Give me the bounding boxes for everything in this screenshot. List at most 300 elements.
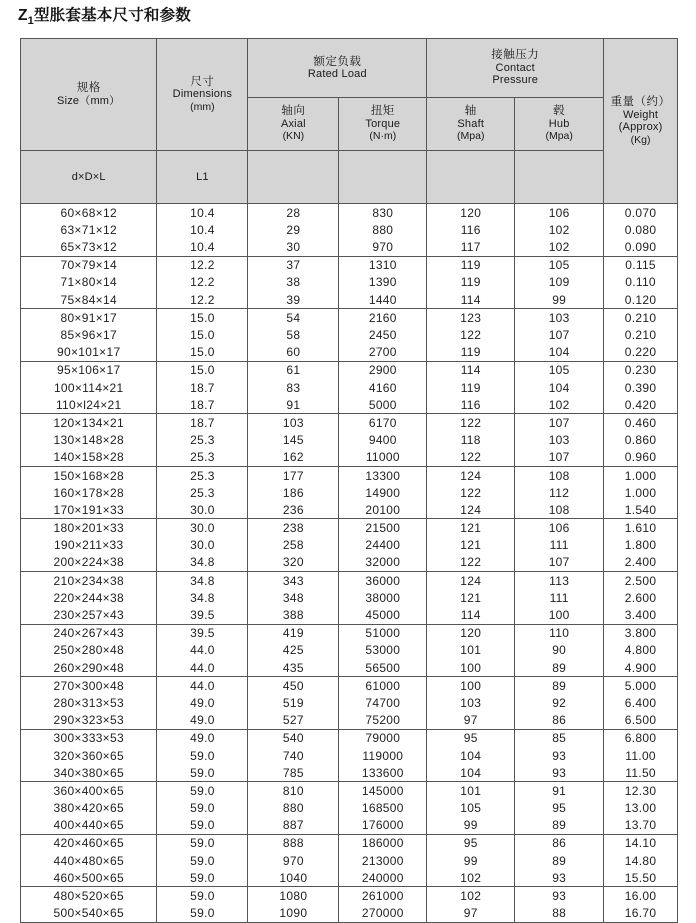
cell-l1: 10.4 — [157, 221, 248, 238]
cell-torque: 9400 — [339, 432, 427, 449]
cell-torque: 240000 — [339, 869, 427, 887]
cell-weight: 6.400 — [604, 694, 678, 711]
header-row-group — [21, 39, 678, 98]
cell-l1: 18.7 — [157, 379, 248, 396]
cell-axial: 887 — [248, 817, 339, 835]
cell-l1: 59.0 — [157, 799, 248, 816]
cell-l1: 34.8 — [157, 572, 248, 590]
cell-l1: 59.0 — [157, 869, 248, 887]
table-row — [21, 712, 678, 730]
cell-hub: 106 — [515, 204, 604, 222]
header-axial: 轴向 Axial (KN) — [248, 98, 339, 151]
cell-weight: 11.50 — [604, 764, 678, 782]
cell-hub: 93 — [515, 869, 604, 887]
cell-axial: 1080 — [248, 887, 339, 905]
cell-shaft: 95 — [427, 729, 515, 747]
cell-axial: 38 — [248, 274, 339, 291]
table-row — [21, 642, 678, 659]
header-contact-pressure: 接触压力 Contact Pressure — [427, 39, 604, 98]
cell-size: 400×440×65 — [21, 817, 157, 835]
cell-hub: 93 — [515, 887, 604, 905]
cell-weight: 12.30 — [604, 782, 678, 800]
cell-shaft: 114 — [427, 606, 515, 624]
table-row — [21, 624, 678, 642]
cell-torque: 2700 — [339, 344, 427, 362]
cell-axial: 54 — [248, 309, 339, 327]
cell-size: 70×79×14 — [21, 256, 157, 274]
cell-shaft: 101 — [427, 642, 515, 659]
cell-l1: 34.8 — [157, 589, 248, 606]
cell-torque: 75200 — [339, 712, 427, 730]
cell-torque: 6170 — [339, 414, 427, 432]
cell-axial: 425 — [248, 642, 339, 659]
cell-l1: 44.0 — [157, 659, 248, 677]
cell-l1: 18.7 — [157, 396, 248, 414]
page-title — [18, 6, 696, 31]
cell-torque: 970 — [339, 238, 427, 256]
table-row — [21, 274, 678, 291]
cell-l1: 12.2 — [157, 274, 248, 291]
specification-table — [20, 38, 678, 923]
cell-weight: 1.800 — [604, 537, 678, 554]
header-shaft: 轴 Shaft (Mpa) — [427, 98, 515, 151]
cell-torque: 168500 — [339, 799, 427, 816]
cell-axial: 162 — [248, 449, 339, 467]
cell-l1: 44.0 — [157, 642, 248, 659]
cell-size: 270×300×48 — [21, 677, 157, 695]
cell-size: 320×360×65 — [21, 747, 157, 764]
cell-l1: 49.0 — [157, 694, 248, 711]
cell-torque: 45000 — [339, 606, 427, 624]
cell-axial: 1090 — [248, 905, 339, 923]
cell-size: 210×234×38 — [21, 572, 157, 590]
cell-weight: 1.000 — [604, 466, 678, 484]
cell-shaft: 100 — [427, 659, 515, 677]
table-row — [21, 764, 678, 782]
cell-weight: 14.80 — [604, 852, 678, 869]
cell-size: 290×323×53 — [21, 712, 157, 730]
cell-axial: 238 — [248, 519, 339, 537]
table-row — [21, 905, 678, 923]
cell-hub: 107 — [515, 554, 604, 572]
cell-torque: 24400 — [339, 537, 427, 554]
table-row — [21, 379, 678, 396]
cell-weight: 1.610 — [604, 519, 678, 537]
table-row — [21, 204, 678, 222]
header-size: 规格 Size（mm） — [21, 39, 157, 151]
cell-hub: 103 — [515, 432, 604, 449]
table-row — [21, 694, 678, 711]
cell-hub: 111 — [515, 589, 604, 606]
cell-size: 280×313×53 — [21, 694, 157, 711]
table-row — [21, 484, 678, 501]
cell-l1: 44.0 — [157, 677, 248, 695]
cell-hub: 104 — [515, 344, 604, 362]
cell-size: 71×80×14 — [21, 274, 157, 291]
table-row — [21, 238, 678, 256]
header-axial-spacer — [248, 151, 339, 204]
cell-shaft: 114 — [427, 361, 515, 379]
cell-l1: 49.0 — [157, 729, 248, 747]
cell-torque: 4160 — [339, 379, 427, 396]
cell-weight: 0.080 — [604, 221, 678, 238]
table-row — [21, 799, 678, 816]
table-row — [21, 852, 678, 869]
cell-hub: 110 — [515, 624, 604, 642]
cell-torque: 270000 — [339, 905, 427, 923]
cell-hub: 89 — [515, 659, 604, 677]
cell-hub: 93 — [515, 764, 604, 782]
table-row — [21, 537, 678, 554]
cell-torque: 38000 — [339, 589, 427, 606]
cell-hub: 104 — [515, 379, 604, 396]
cell-weight: 6.500 — [604, 712, 678, 730]
cell-l1: 12.2 — [157, 291, 248, 309]
cell-shaft: 121 — [427, 519, 515, 537]
cell-weight: 1.540 — [604, 501, 678, 519]
cell-shaft: 123 — [427, 309, 515, 327]
cell-size: 85×96×17 — [21, 326, 157, 343]
cell-axial: 343 — [248, 572, 339, 590]
cell-shaft: 124 — [427, 572, 515, 590]
cell-torque: 20100 — [339, 501, 427, 519]
cell-size: 460×500×65 — [21, 869, 157, 887]
cell-torque: 56500 — [339, 659, 427, 677]
cell-size: 380×420×65 — [21, 799, 157, 816]
cell-axial: 28 — [248, 204, 339, 222]
cell-weight: 16.00 — [604, 887, 678, 905]
table-row — [21, 291, 678, 309]
cell-hub: 88 — [515, 905, 604, 923]
cell-size: 190×211×33 — [21, 537, 157, 554]
cell-hub: 86 — [515, 712, 604, 730]
cell-hub: 111 — [515, 537, 604, 554]
cell-weight: 0.960 — [604, 449, 678, 467]
cell-hub: 112 — [515, 484, 604, 501]
table-row — [21, 747, 678, 764]
cell-axial: 1040 — [248, 869, 339, 887]
cell-shaft: 102 — [427, 887, 515, 905]
cell-hub: 95 — [515, 799, 604, 816]
cell-weight: 0.220 — [604, 344, 678, 362]
cell-shaft: 122 — [427, 449, 515, 467]
cell-size: 200×224×38 — [21, 554, 157, 572]
cell-shaft: 105 — [427, 799, 515, 816]
cell-size: 75×84×14 — [21, 291, 157, 309]
cell-l1: 18.7 — [157, 414, 248, 432]
cell-hub: 89 — [515, 817, 604, 835]
cell-axial: 320 — [248, 554, 339, 572]
table-row — [21, 606, 678, 624]
cell-axial: 61 — [248, 361, 339, 379]
cell-weight: 16.70 — [604, 905, 678, 923]
cell-hub: 102 — [515, 221, 604, 238]
cell-l1: 25.3 — [157, 432, 248, 449]
table-row — [21, 817, 678, 835]
table-row — [21, 414, 678, 432]
table-row — [21, 326, 678, 343]
cell-hub: 91 — [515, 782, 604, 800]
table-row — [21, 221, 678, 238]
cell-l1: 25.3 — [157, 484, 248, 501]
cell-weight: 11.00 — [604, 747, 678, 764]
cell-size: 110×l24×21 — [21, 396, 157, 414]
page-title-subscript: 1 — [27, 15, 34, 28]
cell-axial: 103 — [248, 414, 339, 432]
cell-hub: 92 — [515, 694, 604, 711]
cell-shaft: 100 — [427, 677, 515, 695]
cell-axial: 348 — [248, 589, 339, 606]
cell-axial: 785 — [248, 764, 339, 782]
cell-l1: 15.0 — [157, 344, 248, 362]
cell-weight: 2.400 — [604, 554, 678, 572]
cell-hub: 102 — [515, 396, 604, 414]
cell-torque: 119000 — [339, 747, 427, 764]
table-row — [21, 344, 678, 362]
cell-l1: 59.0 — [157, 852, 248, 869]
cell-weight: 2.600 — [604, 589, 678, 606]
cell-hub: 89 — [515, 677, 604, 695]
cell-shaft: 120 — [427, 624, 515, 642]
table-row — [21, 554, 678, 572]
cell-shaft: 101 — [427, 782, 515, 800]
cell-l1: 30.0 — [157, 537, 248, 554]
cell-l1: 59.0 — [157, 905, 248, 923]
table-row — [21, 519, 678, 537]
cell-torque: 133600 — [339, 764, 427, 782]
cell-axial: 39 — [248, 291, 339, 309]
cell-shaft: 103 — [427, 694, 515, 711]
cell-hub: 85 — [515, 729, 604, 747]
cell-hub: 100 — [515, 606, 604, 624]
table-row — [21, 729, 678, 747]
cell-size: 360×400×65 — [21, 782, 157, 800]
cell-shaft: 116 — [427, 221, 515, 238]
cell-weight: 14.10 — [604, 834, 678, 852]
cell-hub: 106 — [515, 519, 604, 537]
cell-torque: 261000 — [339, 887, 427, 905]
cell-torque: 880 — [339, 221, 427, 238]
cell-hub: 107 — [515, 414, 604, 432]
cell-torque: 176000 — [339, 817, 427, 835]
cell-torque: 5000 — [339, 396, 427, 414]
cell-size: 60×68×12 — [21, 204, 157, 222]
cell-weight: 0.210 — [604, 326, 678, 343]
cell-size: 80×91×17 — [21, 309, 157, 327]
cell-size: 440×480×65 — [21, 852, 157, 869]
cell-shaft: 97 — [427, 712, 515, 730]
cell-axial: 540 — [248, 729, 339, 747]
header-torque-spacer — [339, 151, 427, 204]
cell-l1: 10.4 — [157, 238, 248, 256]
cell-hub: 93 — [515, 747, 604, 764]
cell-axial: 810 — [248, 782, 339, 800]
cell-size: 120×134×21 — [21, 414, 157, 432]
cell-shaft: 122 — [427, 484, 515, 501]
cell-weight: 1.000 — [604, 484, 678, 501]
cell-weight: 3.400 — [604, 606, 678, 624]
table-row — [21, 501, 678, 519]
cell-torque: 2160 — [339, 309, 427, 327]
cell-weight: 0.090 — [604, 238, 678, 256]
table-row — [21, 782, 678, 800]
cell-l1: 59.0 — [157, 764, 248, 782]
cell-shaft: 121 — [427, 589, 515, 606]
cell-size: 260×290×48 — [21, 659, 157, 677]
cell-l1: 30.0 — [157, 519, 248, 537]
table-row — [21, 309, 678, 327]
cell-axial: 435 — [248, 659, 339, 677]
cell-shaft: 124 — [427, 501, 515, 519]
table-body — [21, 204, 678, 923]
cell-torque: 13300 — [339, 466, 427, 484]
cell-torque: 1390 — [339, 274, 427, 291]
cell-axial: 236 — [248, 501, 339, 519]
cell-torque: 32000 — [339, 554, 427, 572]
table-row — [21, 396, 678, 414]
cell-torque: 11000 — [339, 449, 427, 467]
cell-shaft: 104 — [427, 747, 515, 764]
table-row — [21, 466, 678, 484]
cell-weight: 6.800 — [604, 729, 678, 747]
header-rated-load: 额定负载 Rated Load — [248, 39, 427, 98]
cell-weight: 4.800 — [604, 642, 678, 659]
cell-axial: 91 — [248, 396, 339, 414]
header-dimensions-symbol: L1 — [157, 151, 248, 204]
cell-size: 150×168×28 — [21, 466, 157, 484]
cell-torque: 2900 — [339, 361, 427, 379]
cell-shaft: 116 — [427, 396, 515, 414]
cell-torque: 21500 — [339, 519, 427, 537]
cell-axial: 970 — [248, 852, 339, 869]
cell-axial: 29 — [248, 221, 339, 238]
cell-torque: 61000 — [339, 677, 427, 695]
cell-hub: 105 — [515, 361, 604, 379]
cell-shaft: 102 — [427, 869, 515, 887]
cell-size: 90×101×17 — [21, 344, 157, 362]
cell-axial: 145 — [248, 432, 339, 449]
cell-shaft: 119 — [427, 344, 515, 362]
cell-l1: 30.0 — [157, 501, 248, 519]
cell-axial: 388 — [248, 606, 339, 624]
cell-weight: 0.230 — [604, 361, 678, 379]
cell-size: 160×178×28 — [21, 484, 157, 501]
cell-hub: 90 — [515, 642, 604, 659]
cell-hub: 113 — [515, 572, 604, 590]
cell-weight: 15.50 — [604, 869, 678, 887]
table-header — [21, 39, 678, 204]
cell-axial: 258 — [248, 537, 339, 554]
cell-axial: 177 — [248, 466, 339, 484]
cell-torque: 830 — [339, 204, 427, 222]
cell-shaft: 124 — [427, 466, 515, 484]
cell-torque: 14900 — [339, 484, 427, 501]
cell-weight: 0.420 — [604, 396, 678, 414]
cell-hub: 89 — [515, 852, 604, 869]
cell-axial: 186 — [248, 484, 339, 501]
cell-shaft: 97 — [427, 905, 515, 923]
header-shaft-spacer — [427, 151, 515, 204]
cell-shaft: 122 — [427, 554, 515, 572]
cell-hub: 103 — [515, 309, 604, 327]
cell-shaft: 120 — [427, 204, 515, 222]
cell-size: 340×380×65 — [21, 764, 157, 782]
cell-torque: 145000 — [339, 782, 427, 800]
cell-shaft: 104 — [427, 764, 515, 782]
cell-shaft: 117 — [427, 238, 515, 256]
cell-size: 500×540×65 — [21, 905, 157, 923]
cell-hub: 99 — [515, 291, 604, 309]
cell-shaft: 122 — [427, 414, 515, 432]
cell-hub: 108 — [515, 501, 604, 519]
cell-shaft: 119 — [427, 379, 515, 396]
table-row — [21, 449, 678, 467]
table-row — [21, 834, 678, 852]
cell-hub: 107 — [515, 449, 604, 467]
cell-weight: 0.070 — [604, 204, 678, 222]
cell-shaft: 95 — [427, 834, 515, 852]
table-row — [21, 572, 678, 590]
cell-size: 230×257×43 — [21, 606, 157, 624]
cell-weight: 0.210 — [604, 309, 678, 327]
cell-axial: 60 — [248, 344, 339, 362]
cell-l1: 39.5 — [157, 624, 248, 642]
cell-hub: 86 — [515, 834, 604, 852]
cell-torque: 36000 — [339, 572, 427, 590]
cell-axial: 740 — [248, 747, 339, 764]
cell-axial: 450 — [248, 677, 339, 695]
table-row — [21, 677, 678, 695]
cell-l1: 59.0 — [157, 817, 248, 835]
cell-axial: 58 — [248, 326, 339, 343]
page-title-prefix: Z — [18, 7, 28, 24]
cell-torque: 213000 — [339, 852, 427, 869]
table-row — [21, 432, 678, 449]
cell-size: 100×114×21 — [21, 379, 157, 396]
cell-l1: 59.0 — [157, 782, 248, 800]
cell-hub: 107 — [515, 326, 604, 343]
cell-weight: 13.70 — [604, 817, 678, 835]
cell-l1: 15.0 — [157, 309, 248, 327]
cell-shaft: 114 — [427, 291, 515, 309]
cell-weight: 0.860 — [604, 432, 678, 449]
table-row — [21, 869, 678, 887]
cell-shaft: 121 — [427, 537, 515, 554]
cell-size: 420×460×65 — [21, 834, 157, 852]
cell-axial: 527 — [248, 712, 339, 730]
header-torque: 扭矩 Torque (N·m) — [339, 98, 427, 151]
cell-l1: 49.0 — [157, 712, 248, 730]
cell-l1: 12.2 — [157, 256, 248, 274]
cell-l1: 59.0 — [157, 887, 248, 905]
header-hub-spacer — [515, 151, 604, 204]
header-hub: 毂 Hub (Mpa) — [515, 98, 604, 151]
cell-axial: 419 — [248, 624, 339, 642]
table-row — [21, 659, 678, 677]
cell-size: 65×73×12 — [21, 238, 157, 256]
cell-torque: 79000 — [339, 729, 427, 747]
cell-shaft: 119 — [427, 274, 515, 291]
cell-shaft: 99 — [427, 852, 515, 869]
cell-axial: 880 — [248, 799, 339, 816]
cell-l1: 59.0 — [157, 747, 248, 764]
header-weight: 重量（约） Weight (Approx) (Kg) — [604, 39, 678, 204]
cell-weight: 13.00 — [604, 799, 678, 816]
cell-weight: 0.110 — [604, 274, 678, 291]
cell-size: 95×106×17 — [21, 361, 157, 379]
table-row — [21, 361, 678, 379]
cell-torque: 186000 — [339, 834, 427, 852]
